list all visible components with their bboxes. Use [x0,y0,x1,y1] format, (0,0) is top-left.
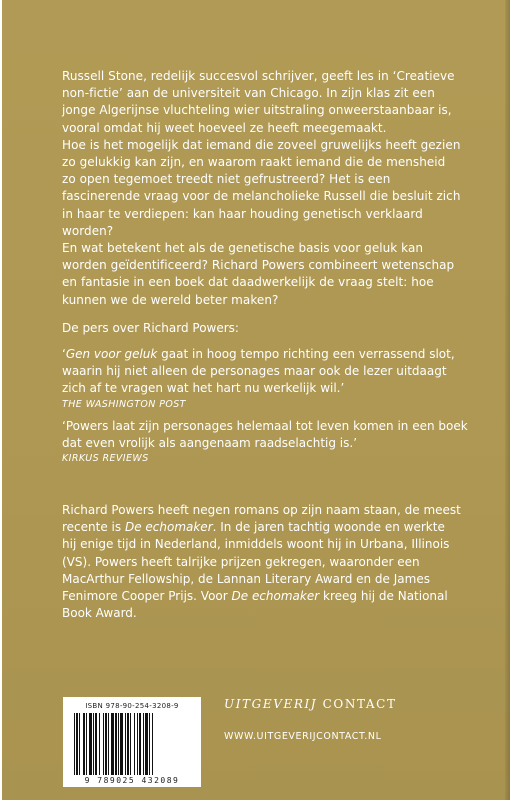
publisher-website: WWW.UITGEVERIJCONTACT.NL [224,731,382,742]
barcode-stripe [127,713,129,775]
cover-edge-shadow [505,0,510,800]
barcode-stripe [108,713,109,775]
quote-source: THE WASHINGTON POST [62,398,186,410]
barcode-stripe [118,713,119,775]
barcode-stripe [145,713,148,775]
barcode-stripe [83,713,85,775]
barcode-stripe [89,713,92,775]
barcode-stripe [120,713,123,775]
barcode-stripe [111,713,114,775]
barcode-stripe [130,713,131,775]
blurb-paragraph-2: Hoe is het mogelijk dat iemand die zoveel gruwelijks heeft gezien zo gelukkig kan zijn, en waarom raakt iemand die de mensheid zo open tegemoet treedt niet gefrustreerd? Het is een fascinerende vraag voor de melancholieke Russell die besluit zich in haar te verdiepen: kan haar houding genetisch verklaard worden? [62,137,461,238]
bio-book-title-2: De echomaker [231,589,320,604]
press-quote-2 [62,418,472,464]
barcode-stripe [74,713,75,775]
publisher-logo [224,697,397,711]
bio-text-b: . In de jaren tachtig woonde en werkte hij enige tijd in Nederland, inmiddels woont hij in Urbana, Illinois (VS). Powers heeft talrijke prijzen gekregen, waaronder een MacArthur Fellowship, de Lannan Literary Award en de James Fenimore Cooper Prijs. Voor [62,520,450,604]
barcode-stripe [137,713,138,775]
barcode-stripe [143,713,144,775]
barcode-stripe [76,713,78,775]
barcode-stripe [103,713,104,775]
quote-text: gaat in hoog tempo richting een verrassend slot, waarin hij niet alleen de personages maar ook de lezer uitdaagt zich af te vragen wat het hart nu werkelijk wil.’ [62,347,455,396]
barcode-stripe [93,713,94,775]
isbn-label: ISBN 978-90-254-3208-9 [85,702,179,710]
barcode-stripe [95,713,97,775]
barcode-bars [72,713,192,775]
barcode-stripe [152,713,153,775]
barcode-stripe [99,713,100,775]
quote-open-mark: ‘ [62,347,66,361]
author-bio [62,502,462,622]
publisher-name-italic: UITGEVERIJ [224,697,318,711]
barcode-stripe [139,713,141,775]
barcode [63,697,201,787]
quote-book-title: Gen voor geluk [65,347,158,361]
barcode-stripe [105,713,107,775]
publisher-name-regular: CONTACT [317,697,397,711]
press-heading: De pers over Richard Powers: [62,321,239,335]
ean-digits: 9 789025 432089 [84,776,180,785]
blurb-paragraph-1: Russell Stone, redelijk succesvol schrijver, geeft les in ‘Creatieve non-fictie’ aan de universiteit van Chicago. In zijn klas zit een jonge Algerijnse vluchteling wier uitstraling onweerstaanbaar is, vooral omdat hij weet hoeveel ze heeft meegemaakt. [62,69,455,135]
barcode-stripe [86,713,87,775]
barcode-stripe [134,713,135,775]
barcode-stripe [149,713,150,775]
quote-text: ‘Powers laat zijn personages helemaal tot leven komen in een boek dat even vrolijk als aangenaam raadselachtig is.’ [62,419,468,451]
barcode-stripe [125,713,126,775]
press-quote-1 [62,346,472,410]
barcode-stripe [79,713,80,775]
blurb-paragraph-3: En wat betekent het als de genetische basis voor geluk kan worden geïdentificeerd? Richard Powers combineert wetenschap en fantasie in een boek dat daadwerkelijk de vraag stelt: hoe kunnen we de wereld beter maken? [62,241,455,307]
bio-book-title-1: De echomaker [124,520,213,535]
bio-text-c: kreeg hij de National Book Award. [62,589,448,621]
quote-source: KIRKUS REVIEWS [62,453,149,465]
barcode-stripe [115,713,117,775]
blurb [62,68,462,309]
bio-text-a: Richard Powers heeft negen romans op zijn naam staan, de meest recente is [62,503,461,535]
